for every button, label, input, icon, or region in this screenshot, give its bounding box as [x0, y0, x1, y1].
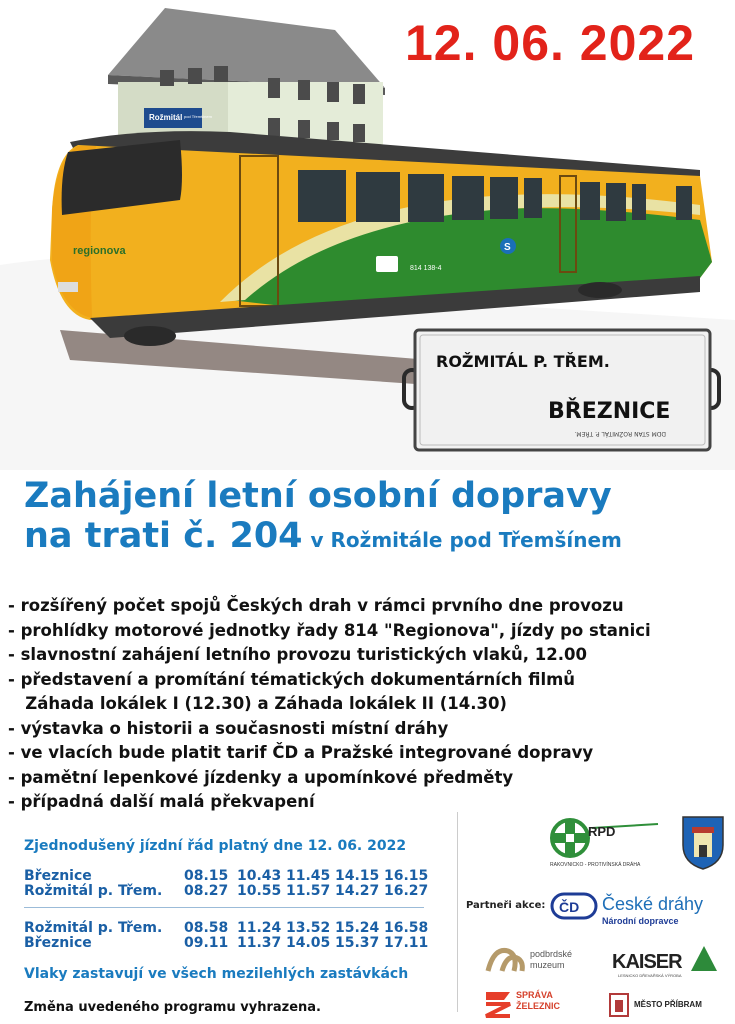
program-item: - pamětní lepenkové jízdenky a upomínkové předměty	[8, 767, 514, 787]
szdc-name: SPRÁVA	[516, 990, 553, 1000]
rpd-logo	[548, 818, 668, 876]
train-brand: regionova	[73, 245, 126, 257]
event-date: 12. 06. 2022	[405, 15, 696, 71]
timetable-station: Březnice	[24, 935, 92, 951]
timetable-time: 11.37	[237, 935, 282, 951]
title-line-2-wrap	[24, 516, 724, 560]
timetable-divider	[24, 907, 424, 908]
building-sign-name: Rožmitál	[149, 113, 183, 122]
tree-icon	[690, 945, 718, 973]
timetable-time: 08.58	[184, 920, 229, 936]
board-small-text: DDM STAN ROŽMITÁL P. TŘEM.	[574, 430, 666, 437]
timetable-time: 14.05	[286, 935, 331, 951]
kaiser-sub: LESNICKO DŘEVAŘSKÁ VÝROBA	[618, 973, 682, 978]
szdc-name-2: ŽELEZNIC	[516, 1001, 560, 1011]
timetable-station: Březnice	[24, 868, 92, 884]
board-top-text: ROŽMITÁL P. TŘEM.	[436, 352, 610, 371]
station-board	[404, 330, 719, 450]
section-divider	[457, 812, 458, 1012]
program-note: Změna uvedeného programu vyhrazena.	[24, 1000, 321, 1015]
muzeum-logo	[484, 943, 594, 979]
cd-logo	[550, 890, 720, 930]
title-line-1: Zahájení letní osobní dopravy	[24, 476, 612, 516]
timetable-time: 17.11	[384, 935, 429, 951]
program-list	[8, 594, 708, 815]
szdc-logo	[484, 988, 594, 1022]
timetable-time: 14.15	[335, 868, 380, 884]
pribram-name: MĚSTO PŘÍBRAM	[634, 1000, 702, 1009]
station-building	[108, 8, 385, 152]
program-item: - slavnostní zahájení letního provozu turistických vlaků, 12.00	[8, 645, 587, 664]
program-item: - výstavka o historii a současnosti místní dráhy	[8, 718, 449, 738]
timetable	[24, 869, 434, 959]
page-title	[24, 476, 724, 560]
timetable-time: 16.27	[384, 883, 429, 899]
timetable-time: 11.57	[286, 883, 331, 899]
train-number: 814 138-4	[410, 265, 442, 272]
title-line-2: na trati č. 204	[24, 516, 303, 556]
cd-sub: Národní dopravce	[602, 916, 679, 926]
timetable-time: 11.45	[286, 868, 331, 884]
timetable-time: 10.43	[237, 868, 282, 884]
timetable-time: 13.52	[286, 920, 331, 936]
muzeum-name-2: muzeum	[530, 960, 565, 970]
timetable-footer: Vlaky zastavují ve všech mezilehlých zastávkách	[24, 966, 409, 982]
rpd-name: RPD	[588, 824, 616, 839]
program-item: Záhada lokálek I (12.30) a Záhada lokálek II (14.30)	[8, 694, 507, 713]
kaiser-logo	[612, 945, 722, 981]
muzeum-name: podbrdské	[530, 949, 573, 959]
title-subtitle: v Rožmitále pod Třemšínem	[310, 528, 622, 552]
timetable-time: 16.15	[384, 868, 429, 884]
svg-text:ČD: ČD	[559, 899, 580, 915]
program-item: - rozšířený počet spojů Českých drah v rámci prvního dne provozu	[8, 596, 624, 615]
timetable-time: 15.24	[335, 920, 380, 936]
timetable-heading: Zjednodušený jízdní řád platný dne 12. 06. 2022	[24, 838, 407, 854]
timetable-station: Rožmitál p. Třem.	[24, 883, 163, 899]
coat-of-arms-icon	[680, 815, 726, 871]
timetable-time: 14.27	[335, 883, 380, 899]
building-sign-sub: pod Třemšínem	[184, 114, 212, 119]
program-item: - případná další malá překvapení	[8, 792, 315, 811]
route-badge: S	[504, 242, 511, 253]
program-item: - představení a promítání tématických dokumentárních filmů	[8, 669, 576, 689]
timetable-time: 08.27	[184, 883, 229, 899]
pribram-logo	[608, 992, 723, 1020]
cd-emblem	[550, 890, 598, 922]
timetable-time: 10.55	[237, 883, 282, 899]
partners-label: Partneři akce:	[466, 900, 546, 911]
board-main-text: BŘEZNICE	[548, 399, 671, 424]
cd-name: České dráhy	[602, 894, 704, 914]
timetable-station: Rožmitál p. Třem.	[24, 920, 163, 936]
timetable-time: 15.37	[335, 935, 380, 951]
kaiser-name: KAISER	[612, 951, 682, 973]
timetable-time: 09.11	[184, 935, 229, 951]
program-item: - prohlídky motorové jednotky řady 814 "Regionova", jízdy po stanici	[8, 620, 651, 640]
timetable-time: 16.58	[384, 920, 429, 936]
rpd-sub: RAKOVNICKO - PROTIVÍNSKÁ DRÁHA	[550, 862, 641, 868]
szdc-emblem	[484, 988, 512, 1020]
muzeum-emblem	[484, 943, 528, 977]
timetable-time: 08.15	[184, 868, 229, 884]
program-item: - ve vlacích bude platit tarif ČD a Pražské integrované dopravy	[8, 743, 594, 762]
timetable-time: 11.24	[237, 920, 282, 936]
pribram-emblem	[608, 992, 630, 1018]
